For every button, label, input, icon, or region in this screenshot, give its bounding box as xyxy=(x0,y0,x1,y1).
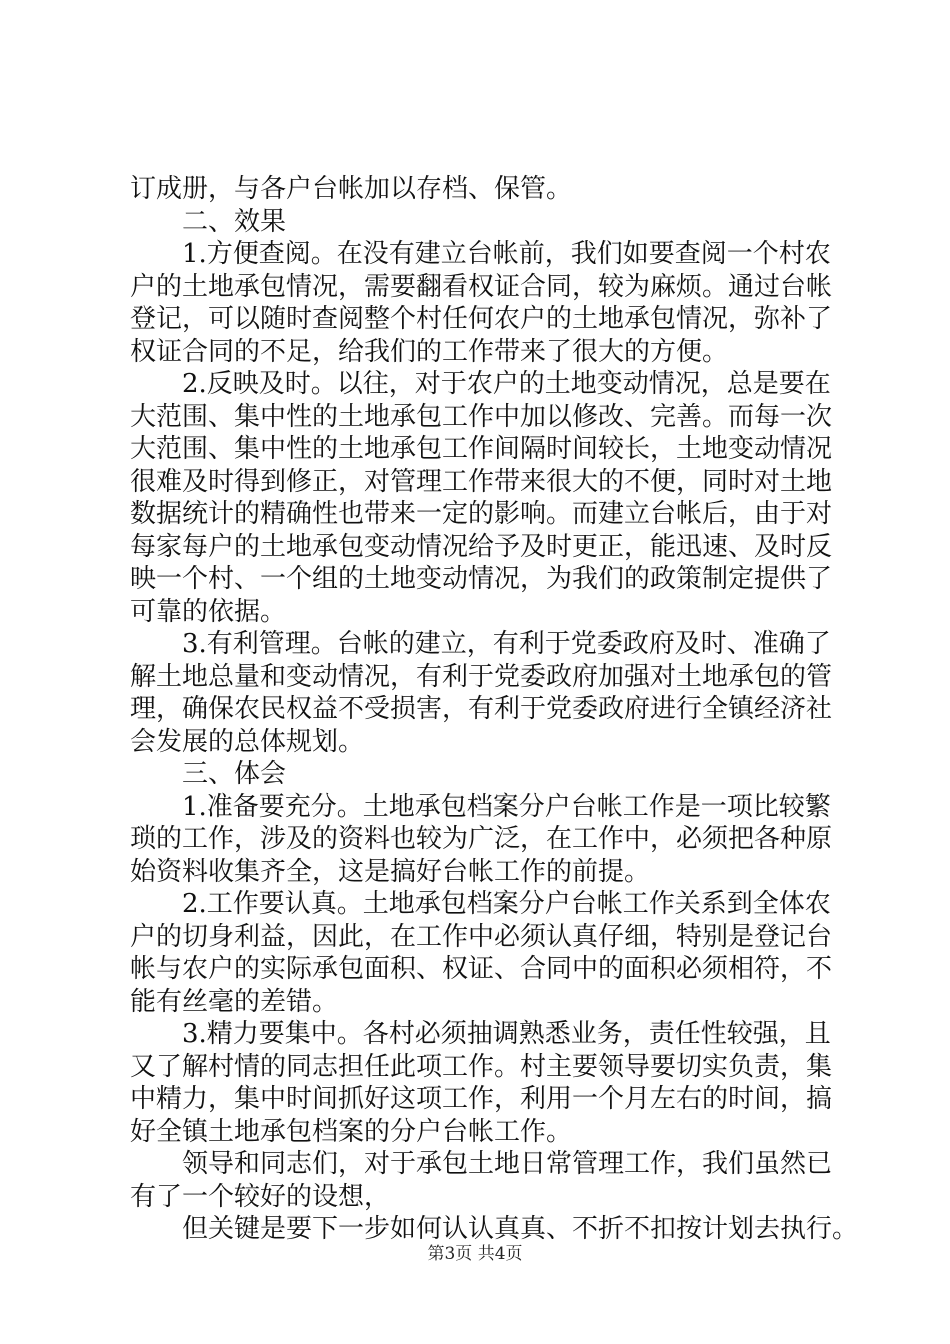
text-line: 权证合同的不足，给我们的工作带来了很大的方便。 xyxy=(130,336,729,367)
text-line: 订成册，与各户台帐加以存档、保管。 xyxy=(130,174,573,204)
text-line: 1.方便查阅。在没有建立台帐前，我们如要查阅一个村农 xyxy=(182,239,831,269)
text-line: 户的土地承包情况，需要翻看权证合同，较为麻烦。通过台帐 xyxy=(130,271,833,302)
page-footer xyxy=(0,1243,950,1265)
text-line: 可靠的依据。 xyxy=(130,596,287,627)
page-number-label: 第3页 共4页 xyxy=(427,1244,523,1264)
text-line: 二、效果 xyxy=(182,206,287,237)
text-line: 解土地总量和变动情况，有利于党委政府加强对土地承包的管 xyxy=(130,661,833,692)
text-line: 大范围、集中性的土地承包工作中加以修改、完善。而每一次 xyxy=(130,401,833,432)
text-line: 理，确保农民权益不受损害，有利于党委政府进行全镇经济社 xyxy=(130,694,833,724)
text-line: 3.精力要集中。各村必须抽调熟悉业务，责任性较强，且 xyxy=(182,1019,831,1049)
text-line: 大范围、集中性的土地承包工作间隔时间较长，土地变动情况 xyxy=(130,434,833,464)
text-line: 2.反映及时。以往，对于农户的土地变动情况，总是要在 xyxy=(182,369,831,399)
text-line: 又了解村情的同志担任此项工作。村主要领导要切实负责，集 xyxy=(130,1051,833,1082)
text-line: 领导和同志们，对于承包土地日常管理工作，我们虽然已 xyxy=(182,1149,833,1179)
text-line: 三、体会 xyxy=(182,759,287,789)
text-line: 琐的工作，涉及的资料也较为广泛，在工作中，必须把各种原 xyxy=(130,824,833,854)
text-line: 数据统计的精确性也带来一定的影响。而建立台帐后，由于对 xyxy=(130,499,833,529)
text-line: 3.有利管理。台帐的建立，有利于党委政府及时、准确了 xyxy=(182,629,831,659)
text-line: 有了一个较好的设想， xyxy=(130,1181,391,1212)
text-line: 能有丝毫的差错。 xyxy=(130,986,339,1017)
text-line: 始资料收集齐全，这是搞好台帐工作的前提。 xyxy=(130,856,651,887)
text-line: 但关键是要下一步如何认认真真、不折不扣按计划去执行。 xyxy=(182,1214,859,1244)
text-line: 2.工作要认真。土地承包档案分户台帐工作关系到全体农 xyxy=(182,889,831,919)
text-line: 好全镇土地承包档案的分户台帐工作。 xyxy=(130,1116,573,1147)
text-line: 会发展的总体规划。 xyxy=(130,726,365,757)
text-line: 登记，可以随时查阅整个村任何农户的土地承包情况，弥补了 xyxy=(130,304,833,334)
text-line: 帐与农户的实际承包面积、权证、合同中的面积必须相符，不 xyxy=(130,954,833,984)
text-line: 映一个村、一个组的土地变动情况，为我们的政策制定提供了 xyxy=(130,564,833,594)
text-line: 1.准备要充分。土地承包档案分户台帐工作是一项比较繁 xyxy=(182,791,831,822)
text-line: 户的切身利益，因此，在工作中必须认真仔细，特别是登记台 xyxy=(130,921,833,952)
text-line: 很难及时得到修正，对管理工作带来很大的不便，同时对土地 xyxy=(130,466,833,497)
text-line: 每家每户的土地承包变动情况给予及时更正，能迅速、及时反 xyxy=(130,531,833,562)
text-line: 中精力，集中时间抓好这项工作，利用一个月左右的时间，搞 xyxy=(130,1084,833,1114)
